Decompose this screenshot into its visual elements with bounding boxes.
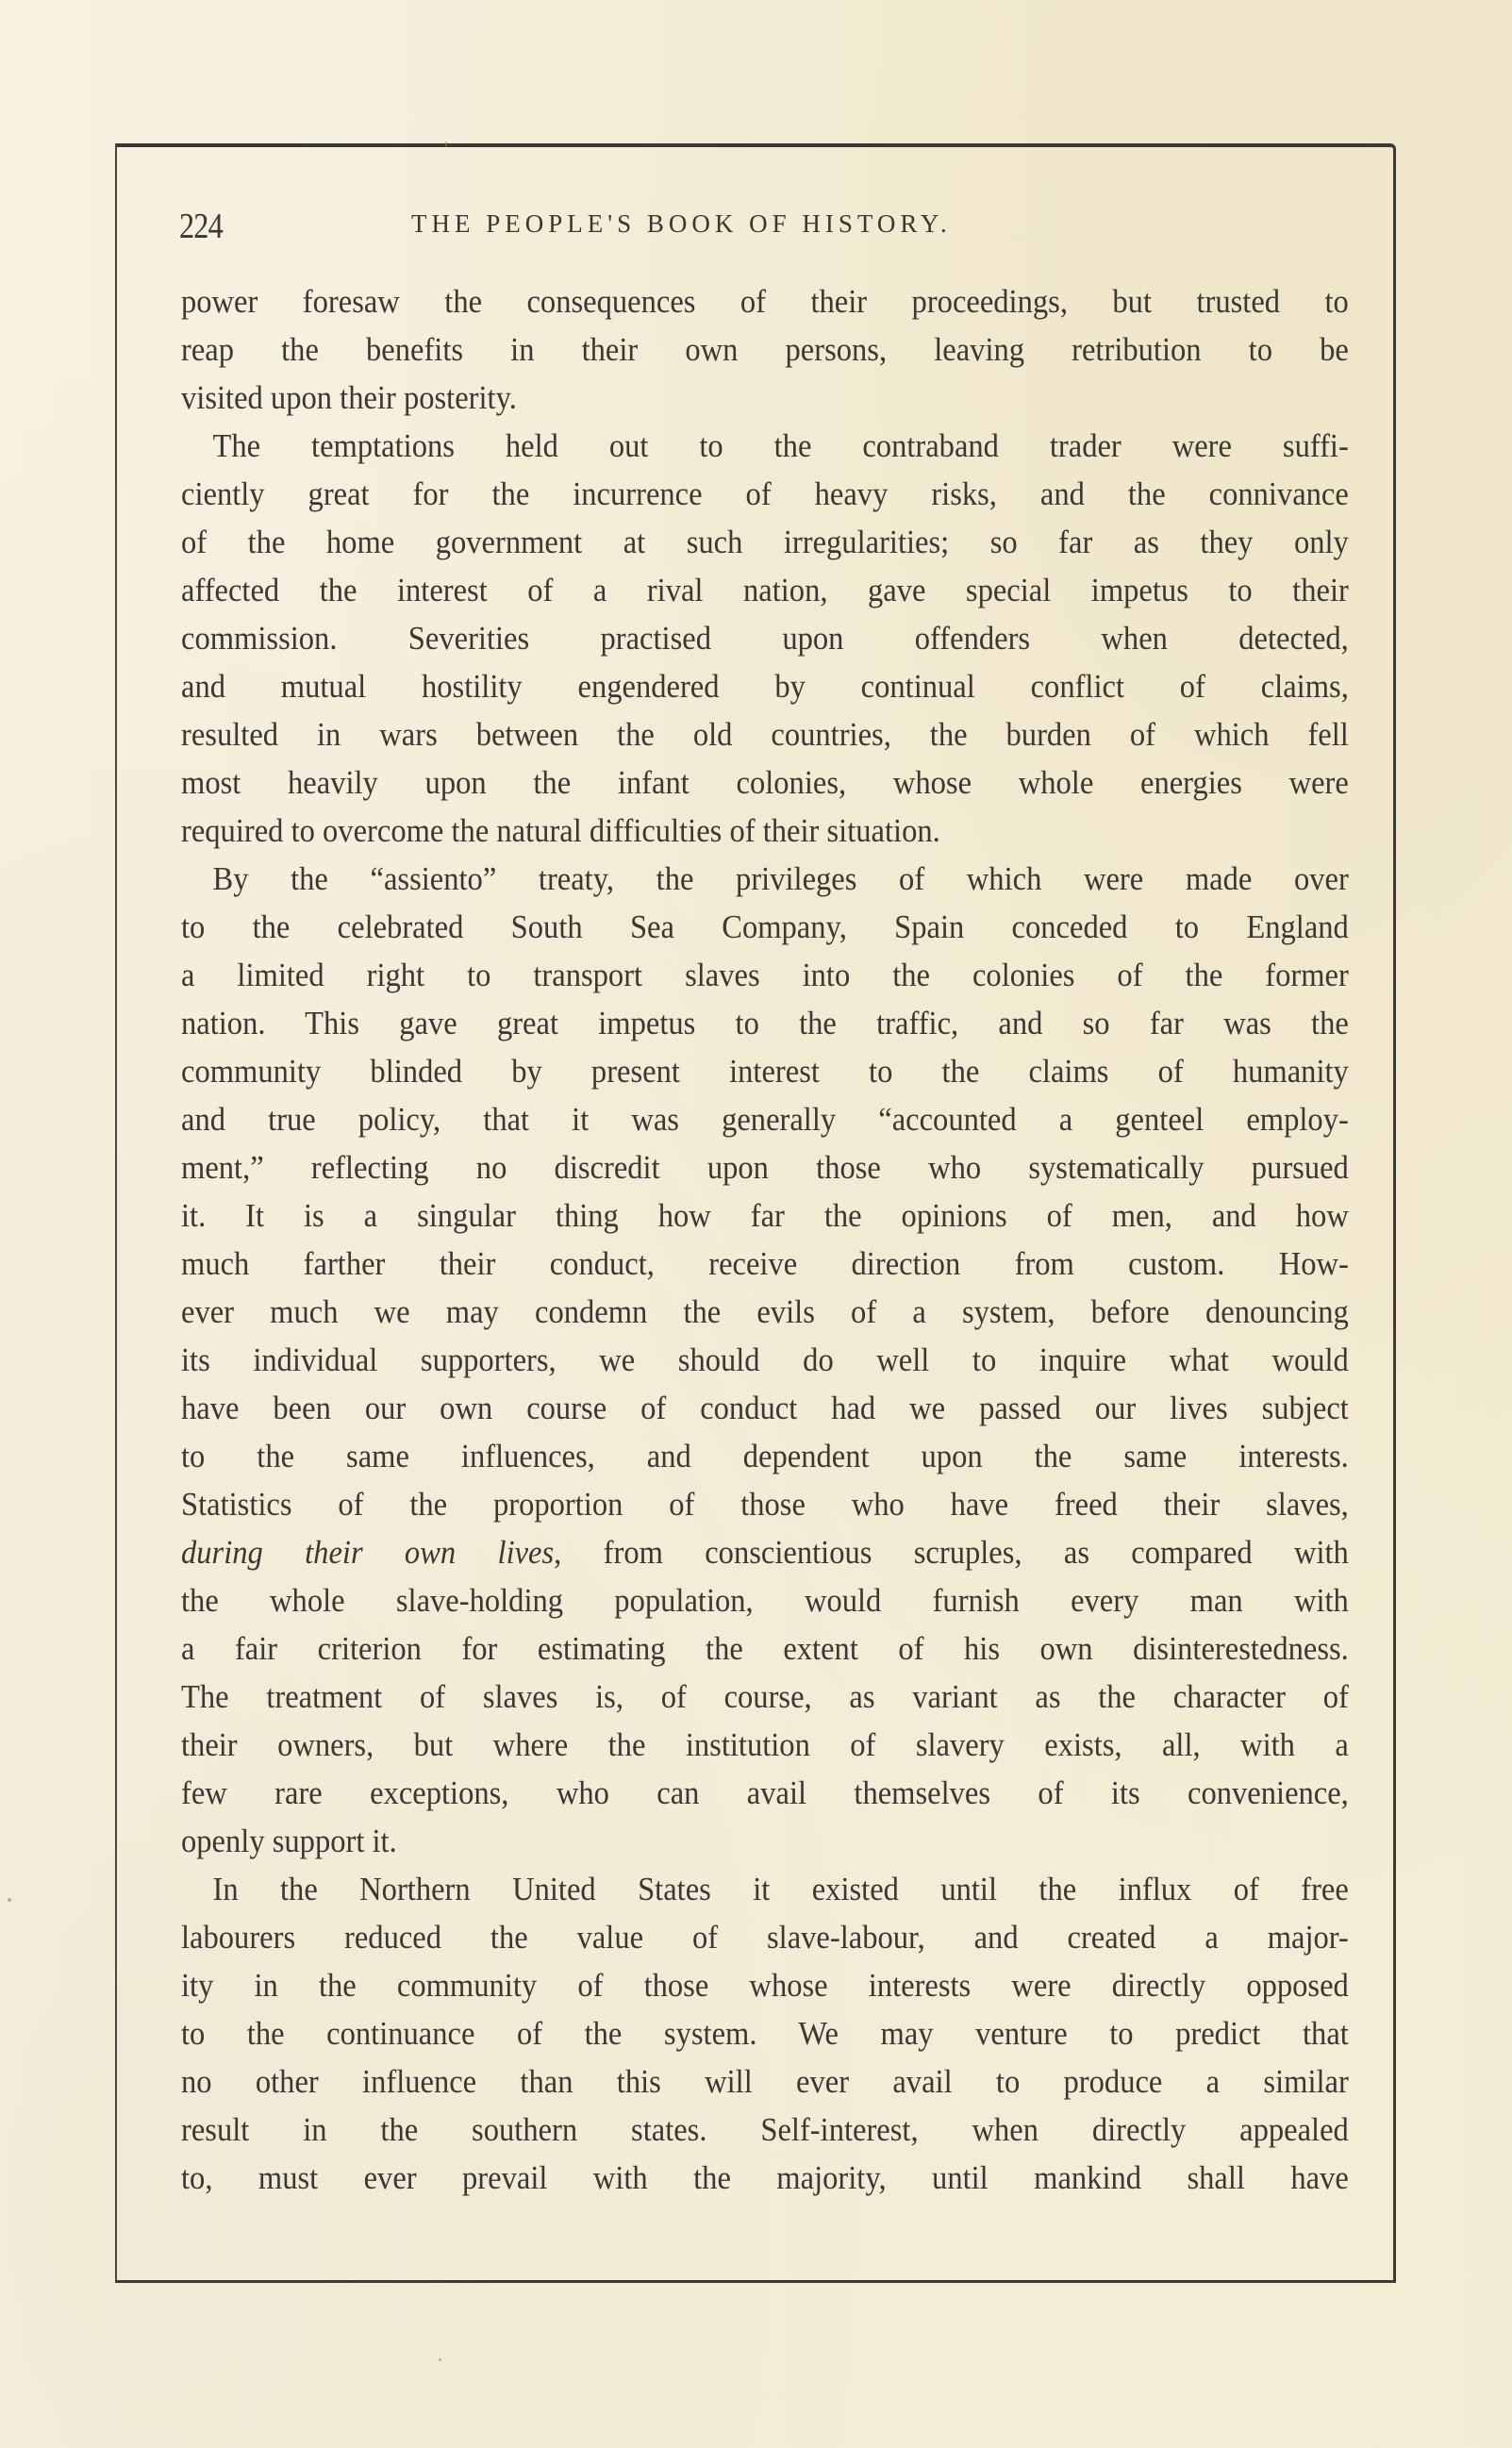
text-line: power foresaw the consequences of their proceedings, but trusted to: [181, 283, 1349, 320]
text-line: to the continuance of the system. We may venture to predict that: [181, 2015, 1349, 2052]
text-line: labourers reduced the value of slave-labour, and created a major-: [181, 1919, 1349, 1956]
text-line: its individual supporters, we should do well to inquire what would: [181, 1341, 1349, 1378]
text-line: much farther their conduct, receive direction from custom. How-: [181, 1245, 1349, 1282]
text-line: The temptations held out to the contraband trader were suffi-: [212, 427, 1349, 464]
text-line: reap the benefits in their own persons, leaving retribution to be: [181, 331, 1349, 368]
text-line: commission. Severities practised upon offenders when detected,: [181, 620, 1349, 657]
text-line: required to overcome the natural difficulties of their situation.: [181, 812, 940, 849]
text-line: to the same influences, and dependent upon the same interests.: [181, 1438, 1349, 1474]
page-number: 224: [179, 207, 223, 246]
text-line: their owners, but where the institution of slavery exists, all, with a: [181, 1726, 1349, 1763]
text-line: nation. This gave great impetus to the traffic, and so far was the: [181, 1005, 1349, 1041]
text-line: and true policy, that it was generally “accounted a genteel employ-: [181, 1101, 1349, 1138]
text-line: no other influence than this will ever avail to produce a similar: [181, 2063, 1349, 2100]
line-text: , from conscientious scruples, as compared with: [554, 1534, 1349, 1571]
text-line: it. It is a singular thing how far the opinions of men, and how: [181, 1197, 1349, 1234]
text-line: ciently great for the incurrence of heavy risks, and the connivance: [181, 475, 1349, 512]
running-title: THE PEOPLE'S BOOK OF HISTORY.: [411, 209, 952, 238]
text-line: ity in the community of those whose interests were directly opposed: [181, 1967, 1349, 2004]
text-line: have been our own course of conduct had we passed our lives subject: [181, 1390, 1349, 1426]
text-line: community blinded by present interest to the claims of humanity: [181, 1053, 1349, 1090]
text-line: a limited right to transport slaves into the colonies of the former: [181, 957, 1349, 993]
text-line: ment,” reflecting no discredit upon those who systematically pursued: [181, 1149, 1349, 1186]
text-line: and mutual hostility engendered by continual conflict of claims,: [181, 668, 1349, 705]
text-line: The treatment of slaves is, of course, as variant as the character of: [181, 1678, 1349, 1715]
text-line: visited upon their posterity.: [181, 379, 517, 416]
text-line: resulted in wars between the old countries, the burden of which fell: [181, 716, 1349, 753]
text-line: to the celebrated South Sea Company, Spain conceded to England: [181, 908, 1349, 945]
text-line: few rare exceptions, who can avail themselves of its convenience,: [181, 1774, 1349, 1811]
text-line: By the “assiento” treaty, the privileges of which were made over: [212, 860, 1349, 897]
paper-speck: [439, 2358, 441, 2361]
paper-speck: [8, 1898, 11, 1902]
text-line: the whole slave-holding population, would furnish every man with: [181, 1582, 1349, 1619]
text-line: most heavily upon the infant colonies, whose whole energies were: [181, 764, 1349, 801]
text-line: openly support it.: [181, 1823, 397, 1859]
text-line: ever much we may condemn the evils of a system, before denouncing: [181, 1293, 1349, 1330]
paper-speck: [445, 142, 447, 147]
text-line: result in the southern states. Self-interest, when directly appealed: [181, 2111, 1349, 2148]
text-line: to, must ever prevail with the majority, until mankind shall have: [181, 2159, 1349, 2196]
text-line: of the home government at such irregularities; so far as they only: [181, 524, 1349, 560]
body-text: [181, 277, 1349, 2202]
text-line: a fair criterion for estimating the extent of his own disinterestedness.: [181, 1630, 1349, 1667]
running-head: [179, 206, 1349, 253]
text-line: Statistics of the proportion of those who have freed their slaves,: [181, 1486, 1349, 1523]
text-line: [181, 1528, 1349, 1576]
italic-phrase: during their own lives: [181, 1534, 555, 1571]
text-line: affected the interest of a rival nation, gave special impetus to their: [181, 572, 1349, 608]
text-line: In the Northern United States it existed until the influx of free: [212, 1871, 1349, 1907]
